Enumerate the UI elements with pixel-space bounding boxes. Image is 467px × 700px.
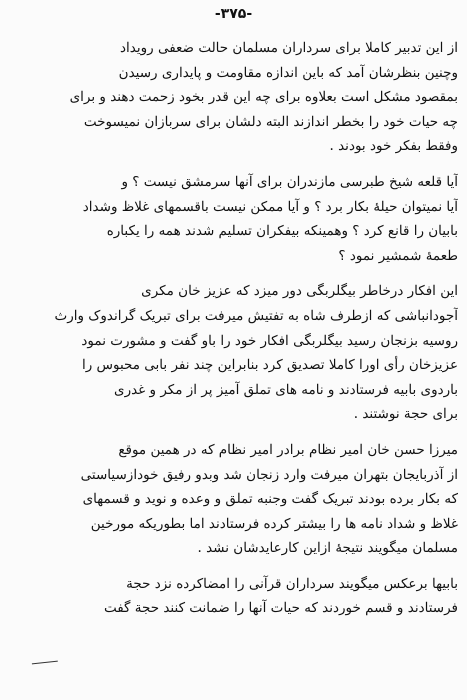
- text-line: وفقط بفکر خود بودند .: [329, 138, 458, 155]
- text-line: طعمهٔ شمشیر نمود ؟: [338, 247, 458, 264]
- paragraph-3: [10, 279, 458, 427]
- text-line: چه حیات خود را بخطر اندازند البته دلشان برای سربازان نمیسوخت: [83, 113, 458, 130]
- text-line: فرستادند و قسم خوردند که حیات آنها را ضمانت کنند حجة گفت: [103, 600, 458, 617]
- text-line: بابیها برعکس میگویند سرداران قرآنی را امضاکرده نزد حجة: [126, 575, 458, 592]
- text-line: میرزا حسن خان امیر نظام برادر امیر نظام که در همین موقع: [118, 441, 458, 458]
- text-line: آیا نمیتوان حیلهٔ بکار برد ؟ و آیا ممکن نیست باقسمهای غلاظ وشداد: [82, 198, 458, 215]
- text-line: وچنین بنظرشان آمد که باین اندازه مقاومت و پایداری رسیدن: [118, 64, 458, 81]
- page-number: -۳۷۵-: [214, 6, 253, 22]
- text-line: غلاظ و شداد نامه ها را بیشتر کرده فرستادند اما بطوریکه مورخین: [90, 515, 458, 532]
- text-line: بابیان را قانع کرد ؟ وهمینکه بیفکران تسلیم شدند همه را یکباره: [106, 223, 458, 240]
- paragraph-gap: [10, 430, 458, 438]
- paragraph-gap: [10, 271, 458, 279]
- paragraph-gap: [10, 162, 458, 170]
- text-line: از این تدبیر کاملا برای سرداران مسلمان حالت ضعفی رویداد: [120, 40, 458, 56]
- text-line: بمقصود مشکل است بعلاوه برای چه این قدر بخود زحمت دهند و برای: [69, 89, 458, 106]
- paragraph-4: [10, 438, 458, 561]
- text-line: آجودانباشی که ازطرف شاه به تفتیش میرفت برای تبریک گراندوک وارث: [54, 307, 458, 324]
- text-line: مسلمان میگویند نتیجهٔ ازاین کارعایدشان نشد .: [197, 540, 458, 557]
- text-line: روسیه بزنجان رسید بیگلربگی افکار خود را باو گفت و مشورت نمود: [81, 332, 458, 349]
- text-line: این افکار درخاطر بیگلربگی دور میزد که عزیز خان مکری: [141, 283, 458, 300]
- text-line: که بکار برده بودند تبریک گفت وجنبه تملق و وعده و نوید و قسمهای: [82, 491, 458, 508]
- text-line: آیا قلعه شیخ طبرسی مازندران برای آنها سرمشق نیست ؟ و: [121, 173, 458, 190]
- paragraph-gap: [10, 564, 458, 572]
- text-line: عزیزخان رأی اورا کاملا تصدیق کرد بنابراین چند نفر بابی محبوس را: [81, 357, 458, 374]
- text-line: برای حجة نوشتند .: [353, 406, 458, 423]
- text-line: از آذربایجان بتهران میرفت وارد زنجان شد وبدو رفیق خودازسیاستی: [80, 466, 458, 483]
- text-line: باردوی بابیه فرستادند و نامه های تملق آمیز پر از مکر و غدری: [114, 381, 458, 398]
- paragraph-1: [10, 36, 458, 159]
- page-body-text: [10, 36, 458, 696]
- paragraph-5: [10, 572, 458, 621]
- paragraph-2: [10, 170, 458, 268]
